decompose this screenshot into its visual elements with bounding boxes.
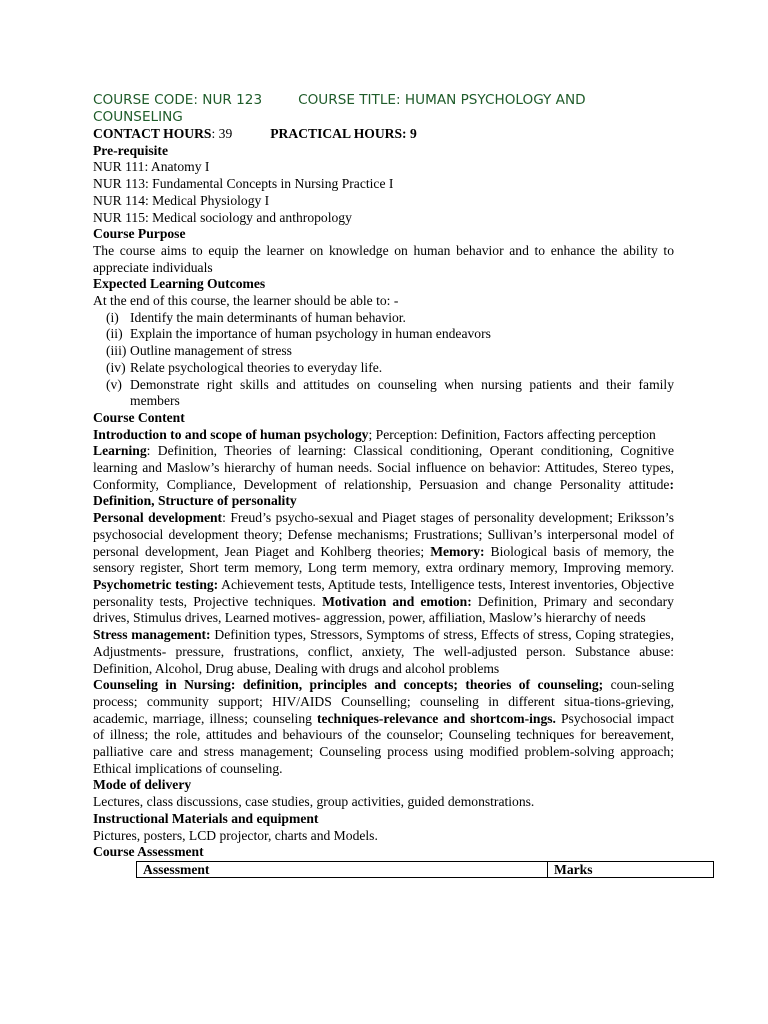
list-item — [93, 343, 674, 360]
course-title-continued: COUNSELING — [93, 109, 183, 125]
prerequisite-item: NUR 114: Medical Physiology I — [93, 192, 270, 208]
course-purpose-heading: Course Purpose — [93, 226, 186, 242]
learning-outcomes-heading: Expected Learning Outcomes — [93, 276, 266, 292]
prerequisite-item: NUR 111: Anatomy I — [93, 159, 210, 175]
list-number: (iv) — [106, 359, 126, 375]
learning-outcomes-list — [93, 310, 674, 410]
prerequisite-item: NUR 113: Fundamental Concepts in Nursing Practice I — [93, 176, 394, 192]
memory-title: Memory: — [430, 543, 485, 559]
practical-hours: PRACTICAL HOURS: 9 — [270, 126, 417, 141]
introduction-text: ; Perception: Definition, Factors affecting perception — [368, 426, 656, 442]
motivation-text: Definition, Primary and secondary drives, Stimulus drives, Learned motives- aggression, power, affiliation, Maslow’s hierarchy of needs — [93, 593, 674, 626]
psychometric-text: Achievement tests, Aptitude tests, Intelligence tests, Interest inventories, Objective personality tests, Projective techniques. — [93, 576, 674, 609]
table-header-row — [137, 861, 714, 877]
list-text: Demonstrate right skills and attitudes on counseling when nursing patients and their family members — [130, 376, 674, 409]
course-assessment-heading: Course Assessment — [93, 844, 204, 860]
mode-of-delivery-heading: Mode of delivery — [93, 777, 192, 793]
course-purpose-text: The course aims to equip the learner on knowledge on human behavior and to enhance the ability to appreciate individuals — [93, 242, 674, 275]
course-content-heading: Course Content — [93, 409, 185, 425]
motivation-title: Motivation and emotion: — [322, 593, 472, 609]
course-title: COURSE TITLE: HUMAN PSYCHOLOGY AND — [298, 92, 586, 108]
counseling-text-continued: Psychosocial impact of illness; the role, attitudes and behaviours of the counselor; Counseling techniques for bereavement, palliative care and stress management; Counseling process using modified problem-solving approach; Ethical implications of counseling. — [93, 710, 675, 776]
list-number: (ii) — [106, 326, 123, 342]
materials-heading: Instructional Materials and equipment — [93, 810, 319, 826]
contact-hours-value: : 39 — [211, 126, 233, 141]
prerequisite-item: NUR 115: Medical sociology and anthropology — [93, 209, 352, 225]
counseling-title: Counseling in Nursing: definition, principles and concepts; theories of counseling; — [93, 677, 604, 693]
personality-title: : Definition, Structure of personality — [93, 476, 674, 509]
document-body — [93, 92, 674, 878]
introduction-title: Introduction to and scope of human psychology — [93, 426, 369, 442]
hours-line — [93, 126, 674, 143]
learning-text: : Definition, Theories of learning: Classical conditioning, Operant conditioning, Cognitive learning and Maslow’s hierarchy of human needs. Social influence on behavior: Attitudes, Stereo types, Conformity, Compliance, Development of relationship, Persuasion and change Personality attitude — [93, 443, 674, 492]
list-item — [93, 310, 674, 327]
content-counseling — [93, 677, 674, 777]
stress-text: Definition types, Stressors, Symptoms of stress, Effects of stress, Coping strategies, Adjustments- pressure, frustrations, conflict, anxiety, The well-adjusted person. Substance abuse: Definition, Alcohol, Drug abuse, Dealing with drugs and alcohol problems — [93, 627, 674, 676]
course-code: COURSE CODE: NUR 123 — [93, 92, 263, 108]
list-number: (i) — [106, 309, 119, 325]
contact-hours-label: CONTACT HOURS — [93, 126, 212, 141]
counseling-techniques-title: techniques-relevance and shortcom-ings. — [316, 710, 556, 726]
list-item — [93, 360, 674, 377]
list-text: Identify the main determinants of human behavior. — [130, 309, 406, 325]
list-text: Explain the importance of human psychology in human endeavors — [130, 326, 491, 342]
learning-outcomes-intro: At the end of this course, the learner should be able to: - — [93, 293, 399, 309]
list-item — [93, 326, 674, 343]
prerequisite-heading: Pre-requisite — [93, 142, 168, 158]
memory-text: Biological basis of memory, the sensory register, Short term memory, Long term memory, extra ordinary memory, Improving memory. — [93, 543, 674, 576]
counseling-text: coun-seling process; community support; HIV/AIDS Counselling; counseling in different situa-tions-grieving, academic, marriage, illness; counseling — [93, 677, 674, 726]
content-stress-management — [93, 627, 674, 677]
content-introduction — [93, 427, 674, 444]
course-header — [93, 92, 674, 126]
list-item — [93, 377, 674, 410]
personal-development-text: : Freud’s psycho-sexual and Piaget stages of personality development; Eriksson’s psychosocial development theory; Defense mechanisms; Frustrations; Sullivan’s interpersonal model of personal development, Jean Piaget and Kohlberg theories; — [93, 510, 674, 559]
stress-title: Stress management: — [93, 627, 211, 643]
psychometric-title: Psychometric testing: — [93, 576, 219, 592]
list-number: (v) — [106, 376, 122, 392]
content-learning — [93, 443, 674, 510]
personal-development-title: Personal development — [93, 510, 223, 526]
marks-column-header: Marks — [548, 861, 714, 877]
list-text: Relate psychological theories to everyday life. — [130, 359, 383, 375]
content-personal-development — [93, 510, 674, 627]
materials-text: Pictures, posters, LCD projector, charts and Models. — [93, 827, 378, 843]
assessment-column-header: Assessment — [137, 861, 548, 877]
learning-title: Learning — [93, 443, 147, 459]
list-number: (iii) — [106, 343, 127, 359]
mode-of-delivery-text: Lectures, class discussions, case studies, group activities, guided demonstrations. — [93, 794, 535, 810]
list-text: Outline management of stress — [130, 343, 292, 359]
assessment-table — [136, 861, 714, 878]
